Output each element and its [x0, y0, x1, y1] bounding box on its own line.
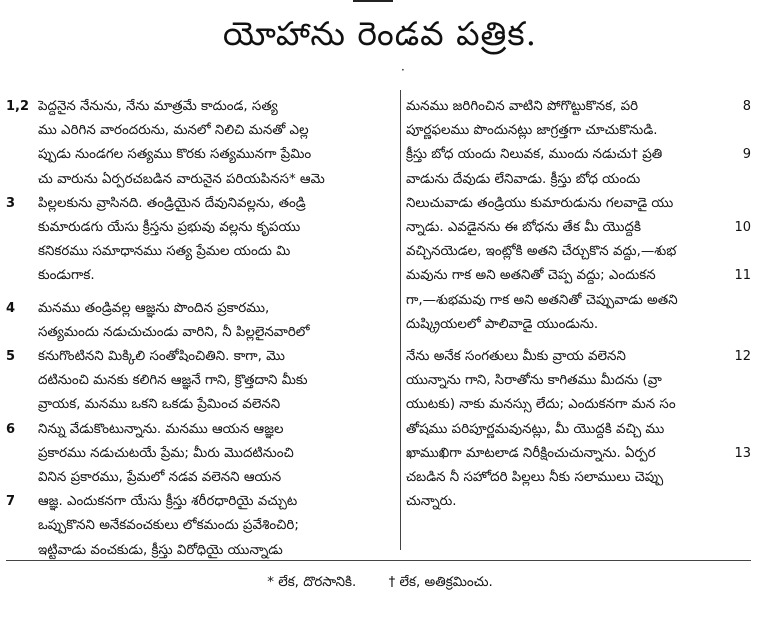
verse-text: వాడును దేవుడు లేనివాడు. క్రీస్తు బోధ యందు [406, 171, 641, 187]
text-line [406, 119, 751, 143]
verse-number: 9 [742, 147, 751, 163]
verse-text: కనికరము సమాధానము సత్య ప్రేమల యందు మి [38, 244, 291, 260]
text-line [406, 95, 751, 119]
verse-text: ము ఎరిగిన వారందరును, మనలో నిలిచి మనతో ఎల్ల [38, 123, 309, 139]
text-line [6, 466, 394, 490]
verse-text: ప్పుడు నుండగల సత్యము కొరకు సత్యమునగా ప్రేమిం [38, 147, 312, 163]
verse-text: క్రీస్తు బోధ యందు నిలువక, ముందు నడుచు† ప్రతి [406, 147, 663, 163]
verse-text: ఒప్పుకొనని అనేకవంచకులు లోకమందు ప్రవేశించిరి; [38, 518, 299, 534]
text-line [6, 168, 394, 192]
text-line [406, 345, 751, 369]
verse-text: న్నాడు. ఎవడైనను ఈ బోధను తేక మీ యొద్దకి [406, 220, 641, 236]
left-column [6, 95, 394, 563]
verse-text: యున్నాను గాని, సిరాతోను కాగితము మీదను (వ్రా [406, 373, 662, 389]
verse-text: పూర్ణఫలము పొందునట్లు జాగ్రత్తగా చూచుకొనుడి. [406, 123, 658, 139]
text-line [6, 369, 394, 393]
text-line [6, 143, 394, 167]
text-line [6, 119, 394, 143]
verse-number: 12 [734, 349, 751, 365]
verse-text: నిలుచువాడు తండ్రియు కుమారుడును గలవాడై యు [406, 195, 674, 211]
text-line [6, 240, 394, 264]
verse-text: చబడిన నీ సహోదరి పిల్లలు నీకు సలాములు చెప్పు [406, 470, 664, 486]
title-divider-dot: · [401, 63, 405, 77]
text-line [6, 297, 394, 321]
text-line [406, 264, 751, 288]
verse-number: 11 [734, 268, 751, 284]
verse-number: 5 [6, 349, 16, 365]
verse-text: ఖాముఖిగా మాటలాడ నిరీక్షించుచున్నాను. ఏర్పర [406, 445, 656, 461]
right-column [406, 95, 751, 514]
verse-text: నిన్ను వేడుకొంటున్నాను. మనము ఆయన ఆజ్ఞల [38, 421, 284, 437]
verse-text: వినిన ప్రకారము, ప్రేమలో నడవ వలెనని ఆయన [38, 470, 282, 486]
verse-text: యుటకు) నాకు మనస్సు లేదు; ఎందుకనగా మన సం [406, 397, 676, 413]
text-line [406, 369, 751, 393]
verse-text: వచ్చినయెడల, ఇంట్లోకి అతని చేర్చుకొన వద్దు,—శుభ [406, 244, 677, 260]
text-line [406, 490, 751, 514]
footnote-2: † లేక, అతిక్రమించు. [388, 575, 493, 590]
verse-number: 8 [742, 99, 751, 114]
paragraph-gap [6, 289, 394, 297]
verse-text: మవును గాక అని అతనితో చెప్ప వద్దు; ఎందుకన [406, 268, 656, 284]
paragraph-gap [406, 337, 751, 345]
text-line [406, 216, 751, 240]
verse-text: చు వారును ఏర్పరచబడిన వారునైన పరియపినస* ఆమె [38, 171, 325, 187]
text-line [406, 466, 751, 490]
verse-number: 13 [734, 445, 751, 461]
verse-text: వ్రాయక, మనము ఒకని ఒకడు ప్రేమించ వలెనని [38, 397, 281, 413]
verse-number: 1,2 [6, 99, 30, 114]
text-line [406, 313, 751, 337]
verse-number: 7 [6, 494, 16, 510]
footnote-divider [6, 560, 751, 561]
text-line [406, 168, 751, 192]
text-line [6, 192, 394, 216]
text-line [406, 393, 751, 417]
text-line [406, 240, 751, 264]
verse-text: సత్యమందు నడుచుచుండు వారిని, నీ పిల్లలైనవారిలో [38, 324, 310, 340]
text-line [406, 192, 751, 216]
verse-text: మనము జరిగించిన వాటిని పోగొట్టుకొనక, పరి [406, 99, 639, 114]
verse-text: గా,—శుభమవు గాక అని అతనితో చెప్పువాడు అతని [406, 292, 678, 308]
verse-text: కనుగొంటినని మిక్కిలి సంతోషించితిని. కాగా, మొ [38, 349, 285, 365]
verse-text: చున్నారు. [406, 494, 457, 510]
text-line [6, 95, 394, 119]
footnotes [0, 575, 760, 593]
text-line [6, 418, 394, 442]
column-divider [400, 90, 401, 550]
text-line [406, 418, 751, 442]
verse-text: తోషము పరిపూర్ణమవునట్లు, మీ యొద్దకి వచ్చి ము [406, 421, 665, 437]
verse-text: ఆజ్ఞ. ఎందుకనగా యేసు క్రీస్తు శరీరధారియై వచ్చుట [38, 494, 298, 510]
footnote-1: * లేక, దొరసానికి. [267, 575, 357, 590]
verse-text: ఇట్టివాడు వంచకుడు, క్రీస్తు విరోధియై యున్నాడు [38, 542, 283, 558]
verse-text: మనము తండ్రివల్ల ఆజ్ఞను పొందిన ప్రకారము, [38, 300, 270, 316]
verse-text: దటినుంచి మనకు కలిగిన ఆజ్ఞనే గాని, క్రొత్తదాని మీకు [38, 373, 308, 389]
verse-text: పెద్దనైన నేనును, నేను మాత్రమే కాదుండ, సత్య [38, 99, 278, 114]
verse-text: నేను అనేక సంగతులు మీకు వ్రాయ వలెనని [406, 349, 626, 365]
page-title: యోహాను రెండవ పత్రిక. [222, 14, 538, 53]
text-line [6, 345, 394, 369]
verse-text: కుండుగాక. [38, 268, 95, 284]
text-line [6, 514, 394, 538]
verse-text: దుష్క్రియలలో పాలివాడై యుండును. [406, 316, 599, 332]
top-ornament [353, 0, 393, 7]
text-line [406, 442, 751, 466]
text-line [406, 289, 751, 313]
text-line [6, 264, 394, 288]
verse-number: 4 [6, 300, 16, 316]
text-line [6, 442, 394, 466]
verse-text: ప్రకారము నడుచుటయే ప్రేమ; మీరు మొదటినుంచి [38, 445, 294, 461]
text-line [406, 143, 751, 167]
verse-number: 6 [6, 421, 16, 437]
text-line [6, 393, 394, 417]
text-line [6, 490, 394, 514]
text-line [6, 216, 394, 240]
verse-text: పిల్లలకును వ్రాసినది. తండ్రియైన దేవునివల్లను, తండ్రి [38, 195, 306, 211]
verse-number: 10 [734, 220, 751, 236]
text-line [6, 321, 394, 345]
verse-text: కుమారుడగు యేసు క్రీస్తను ప్రభువు వల్లను కృపయు [38, 220, 301, 236]
verse-number: 3 [6, 195, 16, 211]
